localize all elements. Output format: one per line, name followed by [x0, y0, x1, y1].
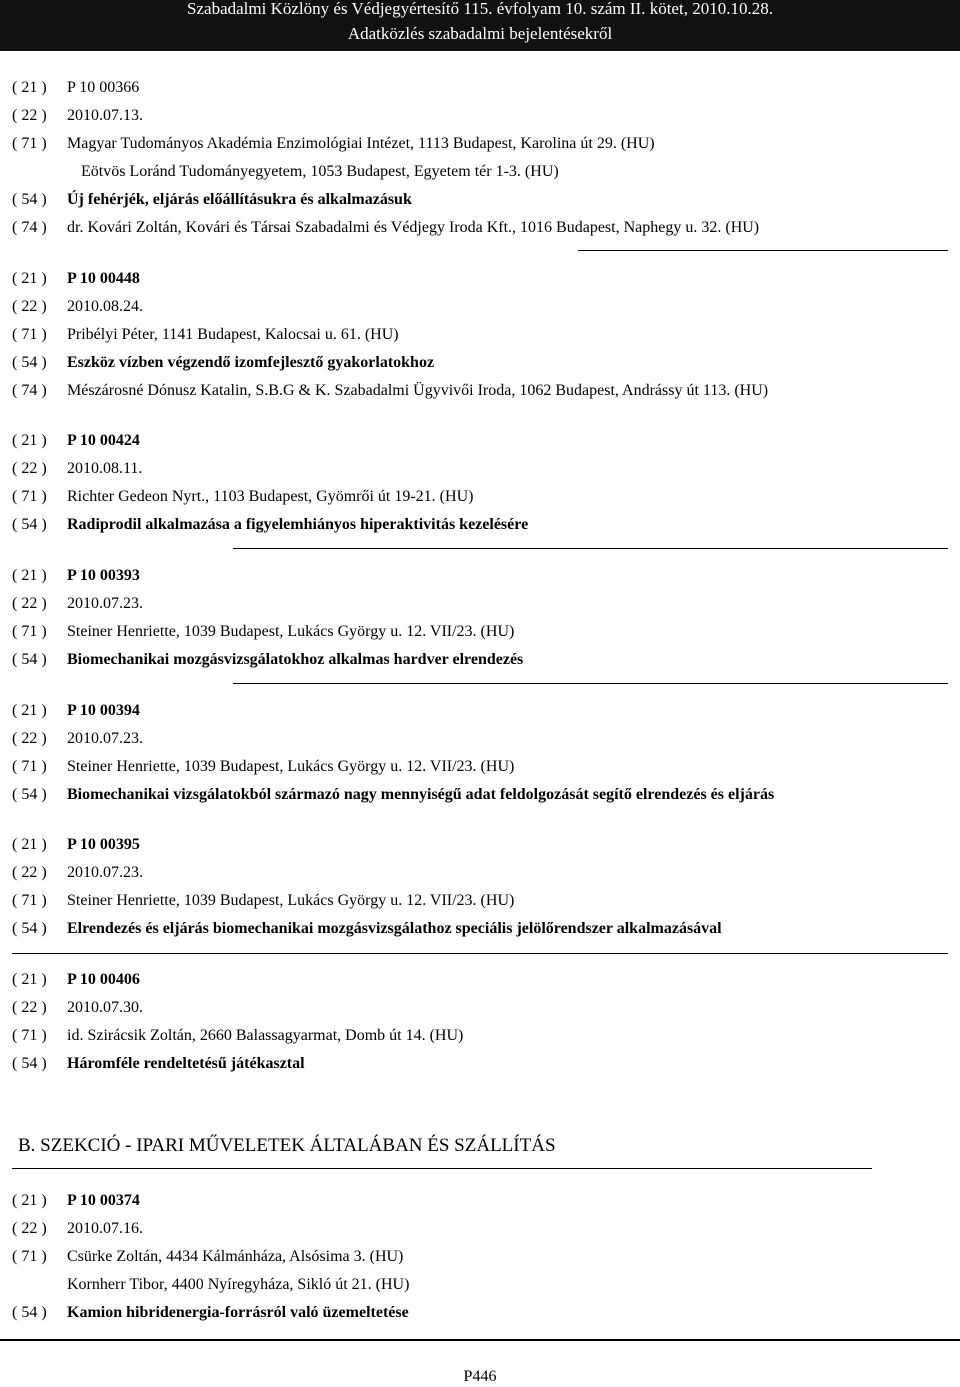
- journal-title: Szabadalmi Közlöny és Védjegyértesítő 115. évfolyam 10. szám II. kötet, 2010.10.28.: [187, 0, 773, 18]
- record-4-field-22: ( 22 ) 2010.07.23.: [12, 595, 143, 612]
- record-3-field-22: ( 22 ) 2010.08.11.: [12, 460, 143, 477]
- section-record-1-field-71: ( 71 ) Csürke Zoltán, 4434 Kálmánháza, Alsósima 3. (HU): [12, 1248, 404, 1265]
- page-header: [0, 0, 960, 51]
- record-2-field-71: ( 71 ) Pribélyi Péter, 1141 Budapest, Kalocsai u. 61. (HU): [12, 326, 399, 343]
- record-1-field-74: ( 74 ) dr. Kovári Zoltán, Kovári és Társai Szabadalmi és Védjegy Iroda Kft., 1016 Budapest, Naphegy u. 32. (HU): [12, 219, 760, 236]
- record-3-field-71: ( 71 ) Richter Gedeon Nyrt., 1103 Budapest, Gyömrői út 19-21. (HU): [12, 488, 474, 505]
- record-1-field-22: ( 22 ) 2010.07.13.: [12, 107, 143, 124]
- footer-rule: [0, 1339, 960, 1341]
- record-5-field-22: ( 22 ) 2010.07.23.: [12, 730, 143, 747]
- record-5-field-71: ( 71 ) Steiner Henriette, 1039 Budapest, Lukács György u. 12. VII/23. (HU): [12, 758, 515, 775]
- record-separator: [233, 683, 948, 684]
- section-record-1-field-21: ( 21 ) P 10 00374: [12, 1192, 140, 1209]
- record-7-field-71: ( 71 ) id. Szirácsik Zoltán, 2660 Balassagyarmat, Domb út 14. (HU): [12, 1027, 464, 1044]
- record-7-field-22: ( 22 ) 2010.07.30.: [12, 999, 143, 1016]
- record-6-field-71: ( 71 ) Steiner Henriette, 1039 Budapest, Lukács György u. 12. VII/23. (HU): [12, 892, 515, 909]
- record-7-field-54: ( 54 ) Háromféle rendeltetésű játékasztal: [12, 1055, 305, 1072]
- section-record-1-field-54: ( 54 ) Kamion hibridenergia-forrásról való üzemeltetése: [12, 1304, 409, 1321]
- record-3-field-21: ( 21 ) P 10 00424: [12, 432, 140, 449]
- section-subtitle: Adatközlés szabadalmi bejelentésekről: [347, 24, 613, 43]
- section-record-1-field-22: ( 22 ) 2010.07.16.: [12, 1220, 143, 1237]
- record-4-field-21: ( 21 ) P 10 00393: [12, 567, 140, 584]
- record-1-field-54: ( 54 ) Új fehérjék, eljárás előállításukra és alkalmazásuk: [12, 191, 412, 208]
- record-4-field-71: ( 71 ) Steiner Henriette, 1039 Budapest, Lukács György u. 12. VII/23. (HU): [12, 623, 515, 640]
- record-separator: [578, 250, 948, 251]
- record-7-field-21: ( 21 ) P 10 00406: [12, 971, 140, 988]
- record-2-field-54: ( 54 ) Eszköz vízben végzendő izomfejlesztő gyakorlatokhoz: [12, 354, 435, 371]
- record-separator: [12, 953, 948, 954]
- record-2-field-74: ( 74 ) Mészárosné Dónusz Katalin, S.B.G & K. Szabadalmi Ügyvivői Iroda, 1062 Budapest, Andrássy út 113. (HU): [12, 382, 769, 399]
- page-number: P446: [463, 1368, 497, 1385]
- record-3-field-54: ( 54 ) Radiprodil alkalmazása a figyelemhiányos hiperaktivitás kezelésére: [12, 516, 529, 533]
- record-6-field-22: ( 22 ) 2010.07.23.: [12, 864, 143, 881]
- record-6-field-21: ( 21 ) P 10 00395: [12, 836, 140, 853]
- record-5-field-54: ( 54 ) Biomechanikai vizsgálatokból származó nagy mennyiségű adat feldolgozását segítő elrendezés és eljárás: [12, 786, 775, 803]
- section-title: B. SZEKCIÓ - IPARI MŰVELETEK ÁLTALÁBAN ÉS SZÁLLÍTÁS: [18, 1135, 556, 1156]
- record-1-field-71: ( 71 ) Magyar Tudományos Akadémia Enzimológiai Intézet, 1113 Budapest, Karolina út 29. (HU): [12, 135, 655, 152]
- record-1-field-71-cont: Eötvös Loránd Tudományegyetem, 1053 Budapest, Egyetem tér 1-3. (HU): [81, 163, 559, 180]
- record-6-field-54: ( 54 ) Elrendezés és eljárás biomechanikai mozgásvizsgálathoz speciális jelölőrendszer alkalmazásával: [12, 920, 722, 937]
- section-underline: [12, 1168, 872, 1169]
- record-5-field-21: ( 21 ) P 10 00394: [12, 702, 140, 719]
- record-2-field-21: ( 21 ) P 10 00448: [12, 270, 140, 287]
- section-record-1-field-71-cont: Kornherr Tibor, 4400 Nyíregyháza, Sikló út 21. (HU): [67, 1276, 410, 1293]
- record-separator: [233, 548, 948, 549]
- record-1-field-21: ( 21 ) P 10 00366: [12, 79, 140, 96]
- record-2-field-22: ( 22 ) 2010.08.24.: [12, 298, 143, 315]
- record-4-field-54: ( 54 ) Biomechanikai mozgásvizsgálatokhoz alkalmas hardver elrendezés: [12, 651, 524, 668]
